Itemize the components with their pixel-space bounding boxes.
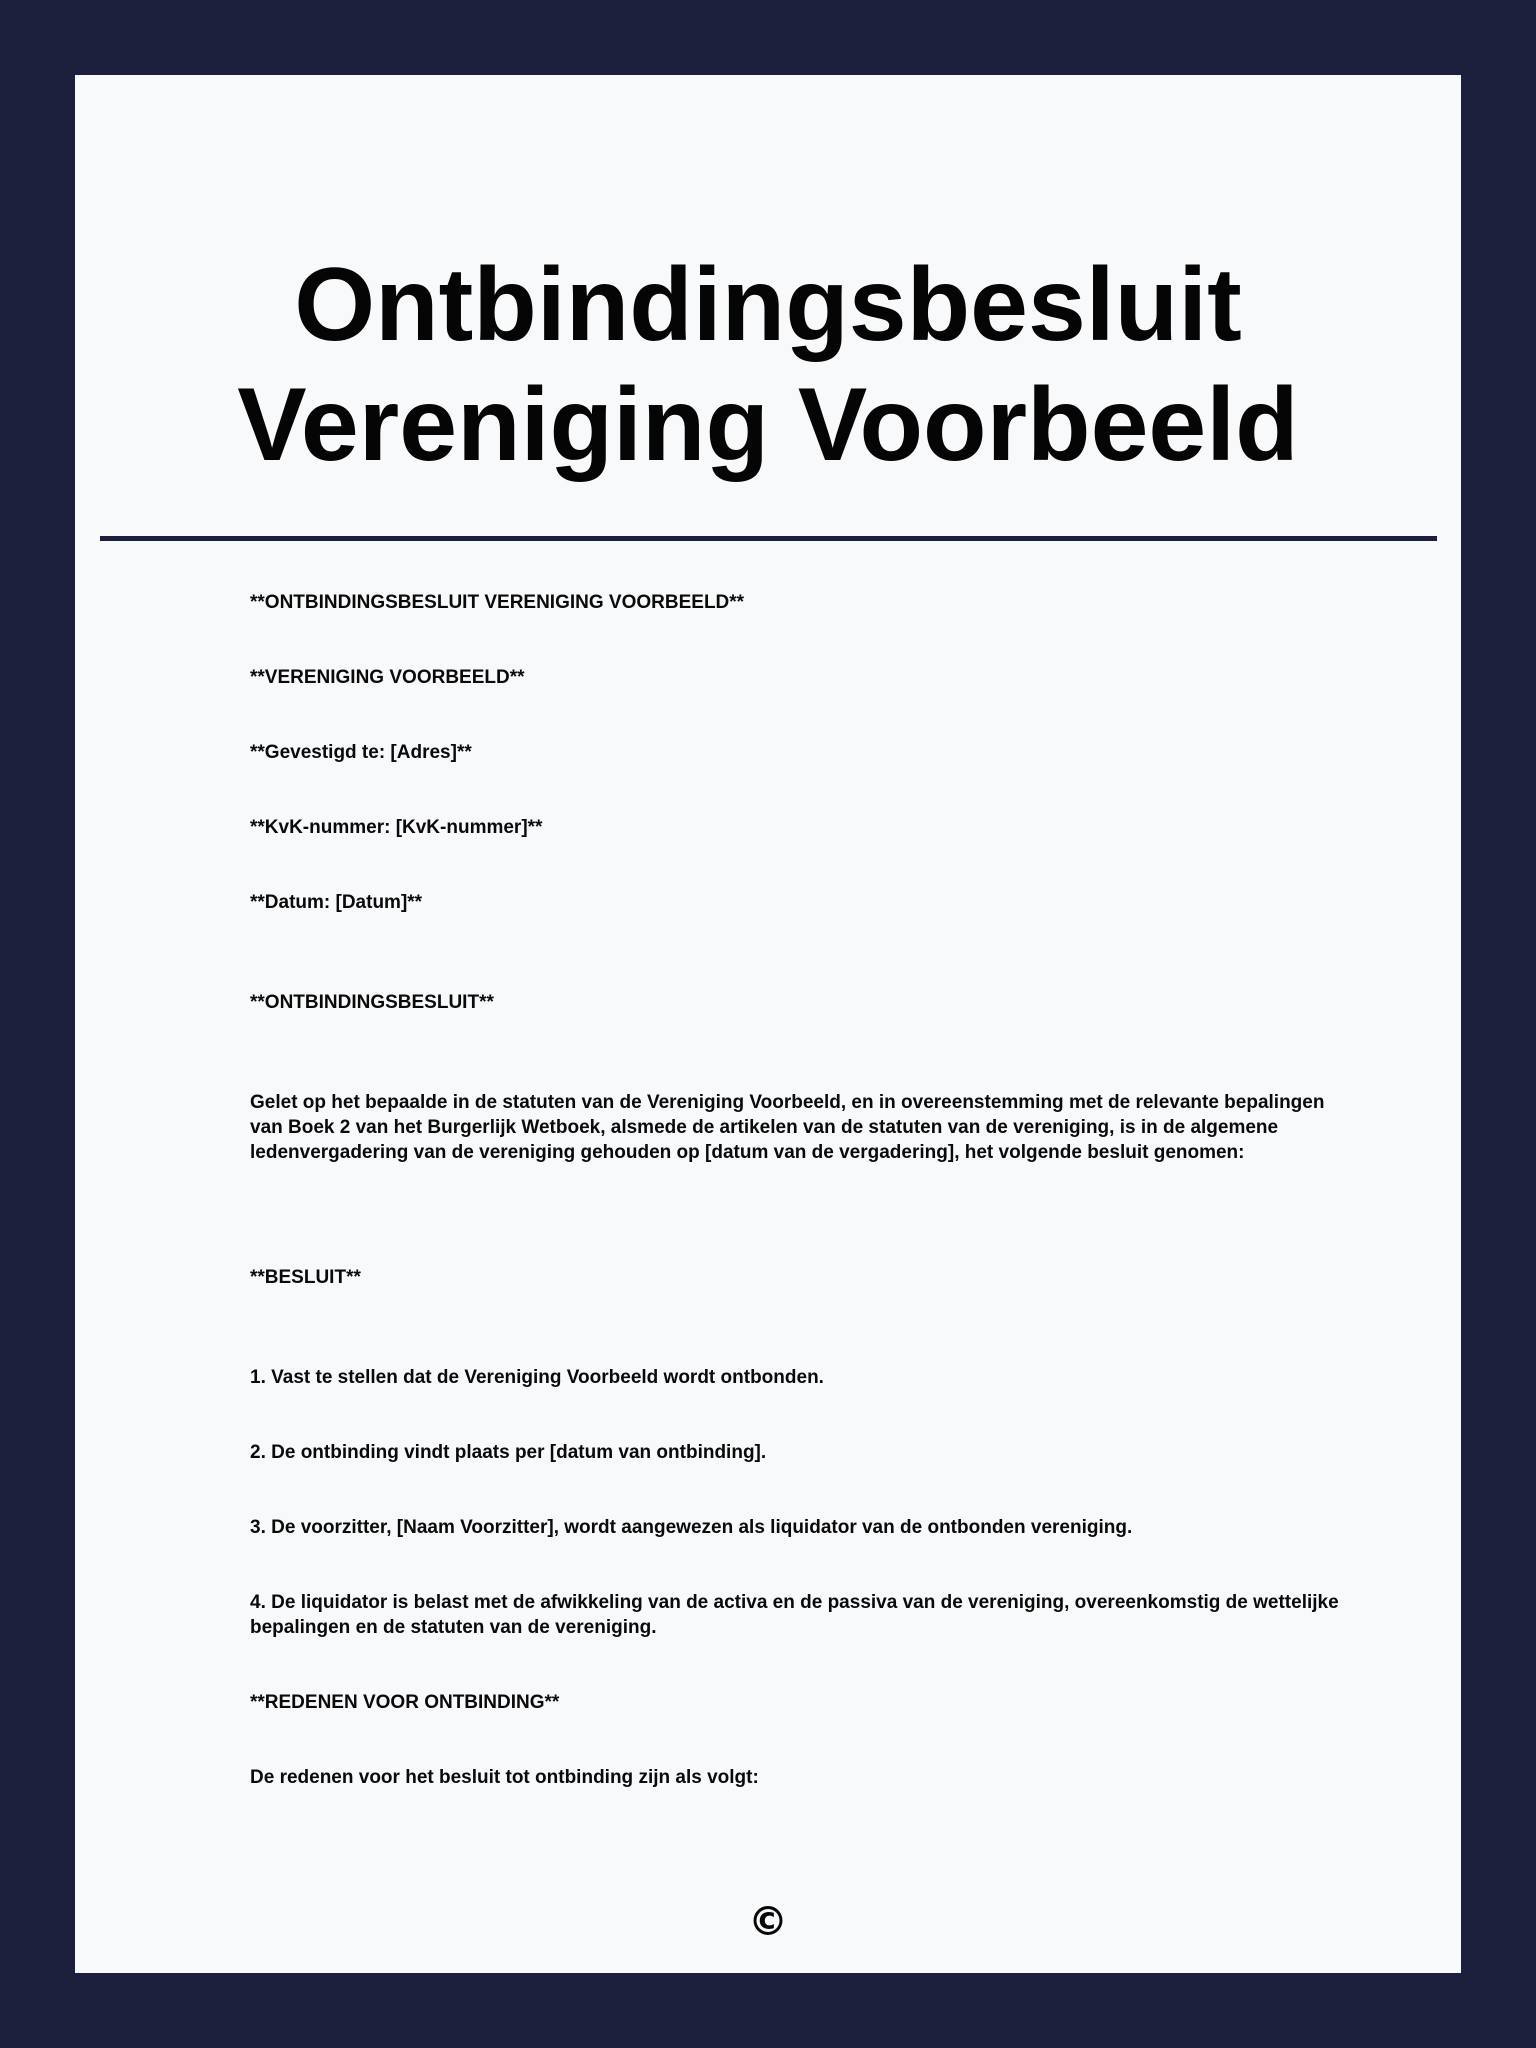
copyright-icon: © [748,1899,788,1945]
heading-ontbindingsbesluit-vereniging: **ONTBINDINGSBESLUIT VERENIGING VOORBEELD** [250,592,745,613]
title-line-1: Ontbindingsbesluit [294,247,1242,363]
title-divider [100,536,1437,541]
heading-besluit: **BESLUIT** [250,1267,361,1288]
kvk-line: **KvK-nummer: [KvK-nummer]** [250,817,543,838]
decision-item-3: 3. De voorzitter, [Naam Voorzitter], wordt aangewezen als liquidator van de ontbonden vereniging. [250,1517,1133,1538]
heading-vereniging: **VERENIGING VOORBEELD** [250,667,525,688]
document-page [75,75,1461,1973]
decision-item-4: 4. De liquidator is belast met de afwikkeling van de activa en de passiva van de vereniging, overeenkomstig de wettelijke bepalingen en de statuten van de vereniging. [250,1592,1339,1638]
heading-redenen: **REDENEN VOOR ONTBINDING** [250,1692,560,1713]
decision-item-2: 2. De ontbinding vindt plaats per [datum van ontbinding]. [250,1442,767,1463]
date-line: **Datum: [Datum]** [250,892,423,913]
title-line-2: Vereniging Voorbeeld [237,367,1299,483]
heading-ontbindingsbesluit: **ONTBINDINGSBESLUIT** [250,992,494,1013]
document-title [75,245,1461,485]
reasons-intro: De redenen voor het besluit tot ontbinding zijn als volgt: [250,1767,759,1788]
preamble-paragraph: Gelet op het bepaalde in de statuten van de Vereniging Voorbeeld, en in overeenstemming met de relevante bepalingen van Boek 2 van het Burgerlijk Wetboek, alsmede de artikelen van de statuten van de vereniging, is in de algemene ledenvergadering van de vereniging gehouden op [datum van de vergadering], het volgende besluit genomen: [250,1092,1325,1163]
decision-item-1: 1. Vast te stellen dat de Vereniging Voorbeeld wordt ontbonden. [250,1367,824,1388]
address-line: **Gevestigd te: [Adres]** [250,742,472,763]
